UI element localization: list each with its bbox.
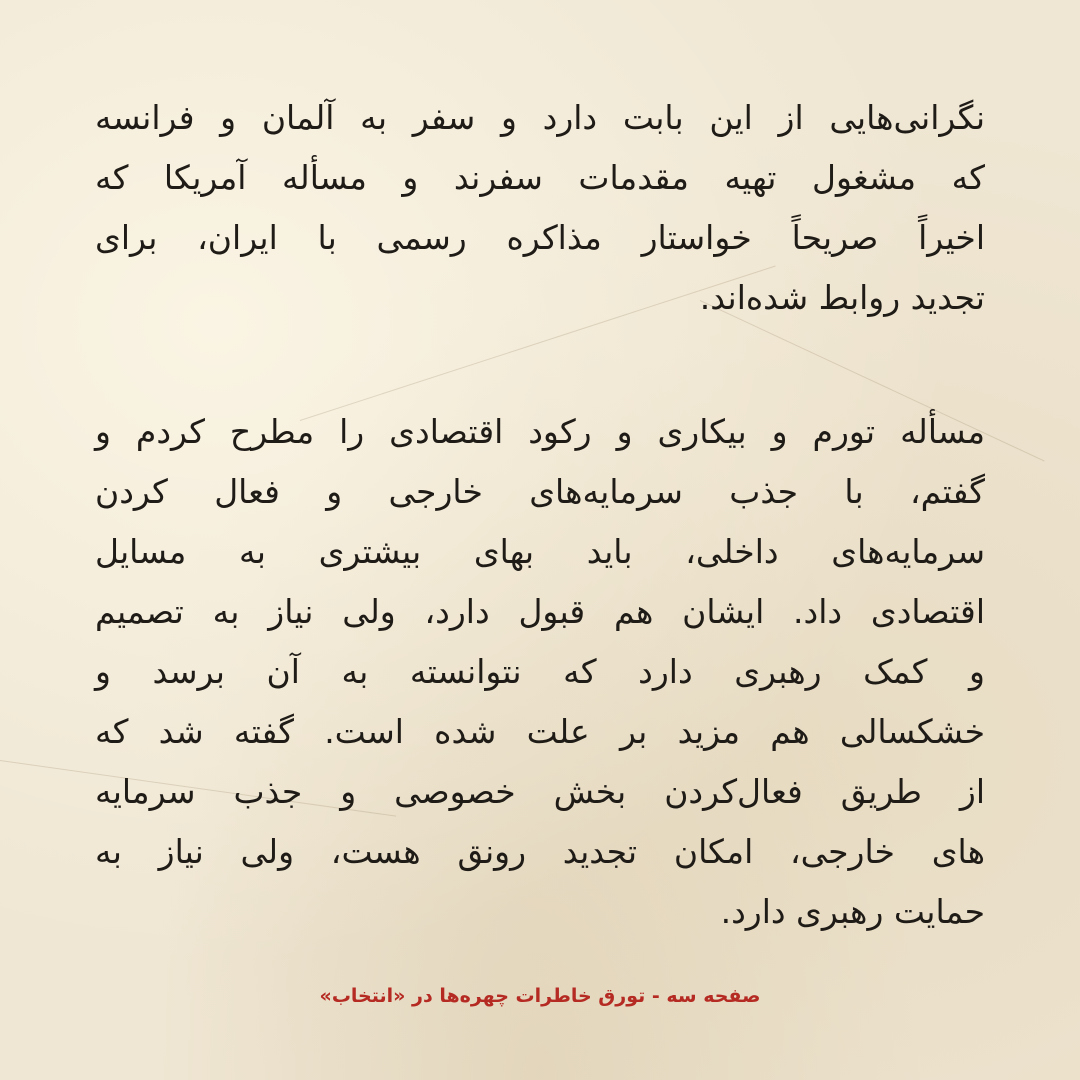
text-line: های خارجی، امکان تجدید رونق هست، ولی نیاز به	[95, 832, 985, 871]
text-line: سرمایه‌های داخلی، باید بهای بیشتری به مسایل	[95, 532, 985, 571]
text-line: از طریق فعال‌کردن بخش خصوصی و جذب سرمایه	[95, 772, 985, 811]
text-line: حمایت رهبری دارد.	[720, 892, 985, 931]
text-line: تجدید روابط شده‌اند.	[699, 278, 985, 317]
text-line: مسأله تورم و بیکاری و رکود اقتصادی را مطرح کردم و	[95, 412, 985, 451]
text-line: و کمک رهبری دارد که نتوانسته به آن برسد و	[95, 652, 985, 691]
text-line: اقتصادی داد. ایشان هم قبول دارد، ولی نیاز به تصمیم	[95, 592, 985, 631]
paragraph-2	[95, 402, 985, 942]
text-line: اخیراً صریحاً خواستار مذاکره رسمی با ایران، برای	[95, 218, 985, 257]
source-caption: صفحه سه - تورق خاطرات چهره‌ها در «انتخاب»	[319, 985, 761, 1007]
text-line: خشکسالی هم مزید بر علت شده است. گفته شد که	[95, 712, 985, 751]
text-line: که مشغول تهیه مقدمات سفرند و مسأله آمریکا که	[95, 158, 985, 197]
text-line: گفتم، با جذب سرمایه‌های خارجی و فعال کردن	[95, 472, 985, 511]
paragraph-1	[95, 88, 985, 328]
text-line: نگرانی‌هایی از این بابت دارد و سفر به آلمان و فرانسه	[95, 98, 985, 137]
